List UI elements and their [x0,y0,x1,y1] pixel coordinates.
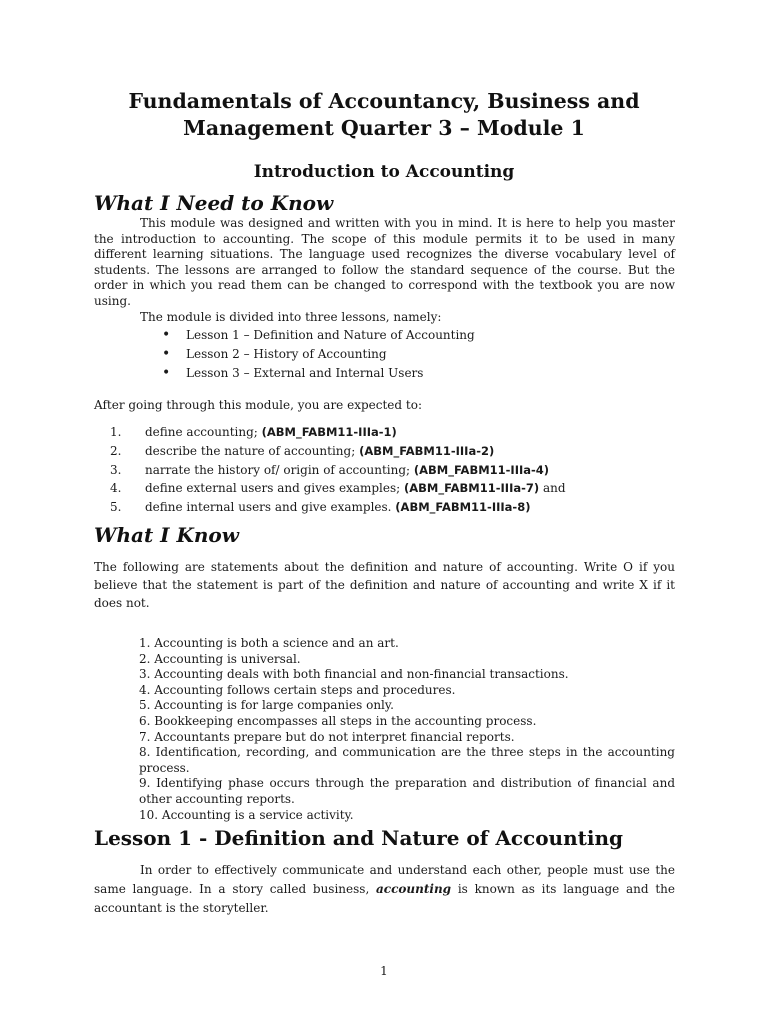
list-item: 6. Bookkeeping encompasses all steps in the accounting process. [139,713,537,728]
heading-lesson-1: Lesson 1 - Definition and Nature of Accounting [94,826,623,850]
list-item: 10. Accounting is a service activity. [139,807,354,822]
list-item: • Lesson 2 – History of Accounting [158,345,475,364]
title-line-1: Fundamentals of Accountancy, Business and [128,89,640,113]
lesson-1-paragraph: In order to effectively communicate and understand each other, people must use the same language. In a story called business, accounting is known as its language and the accountant is the storyteller. [94,863,676,915]
document-title [40,88,728,142]
lessons-intro [94,310,675,326]
competency-code: (ABM_FABM11-IIIa-1) [261,425,397,439]
list-item: 4. define external users and gives examples; (ABM_FABM11-IIIa-7) and [110,481,566,496]
lessons-list [158,326,475,383]
competency-code: (ABM_FABM11-IIIa-7) [403,481,540,496]
heading-what-i-need-to-know: What I Need to Know [94,191,334,215]
list-item: 1. Accounting is both a science and an art. [139,636,399,650]
intro-paragraph-text: This module was designed and written with you in mind. It is here to help you master the introduction to accounting. The scope of this module permits it to be used in many different learning situations. The language used recognizes the diverse vocabulary level of students. The lessons are arranged to follow the standard sequence of the course. But the order in which you read them can be changed to correspond with the textbook you are now using. [94,216,675,308]
list-item: 9. Identifying phase occurs through the preparation and distribution of financial and other accounting reports. [139,776,675,806]
page-number: 1 [380,964,388,978]
list-item: 7. Accountants prepare but do not interpret financial reports. [139,729,515,744]
competency-code: (ABM_FABM11-IIIa-4) [413,462,550,477]
accounting-emphasis: accounting [376,882,452,896]
objectives-intro: After going through this module, you are expected to: [94,398,422,412]
list-item: • Lesson 3 – External and Internal Users [158,364,475,383]
competency-code: (ABM_FABM11-IIIa-2) [359,443,495,458]
list-item: 2. Accounting is universal. [139,651,301,666]
list-item: 3. narrate the history of/ origin of accounting; (ABM_FABM11-IIIa-4) [110,462,550,477]
lessons-intro-text: The module is divided into three lessons, namely: [140,310,442,324]
list-item: 1. define accounting; (ABM_FABM11-IIIa-1) [110,425,397,439]
statements-list [139,636,675,823]
list-item: 2. describe the nature of accounting; (ABM_FABM11-IIIa-2) [110,443,495,458]
instructions-paragraph: The following are statements about the definition and nature of accounting. Write O if you believe that the statement is part of the definition and nature of accounting and write X if it does not. [94,560,675,610]
heading-what-i-know: What I Know [94,523,239,547]
list-item: 5. Accounting is for large companies only. [139,698,394,713]
title-line-2: Management Quarter 3 – Module 1 [183,116,585,140]
list-item: 3. Accounting deals with both financial and non-financial transactions. [139,667,569,682]
document-subtitle: Introduction to Accounting [253,162,515,182]
objectives-list [110,423,566,517]
list-item: 4. Accounting follows certain steps and procedures. [139,682,456,697]
list-item: 8. Identification, recording, and communication are the three steps in the accounting process. [139,745,675,775]
intro-paragraph [94,216,675,310]
competency-code: (ABM_FABM11-IIIa-8) [395,500,531,515]
list-item: 5. define internal users and give examples. (ABM_FABM11-IIIa-8) [110,500,531,515]
list-item: • Lesson 1 – Definition and Nature of Accounting [158,326,475,345]
